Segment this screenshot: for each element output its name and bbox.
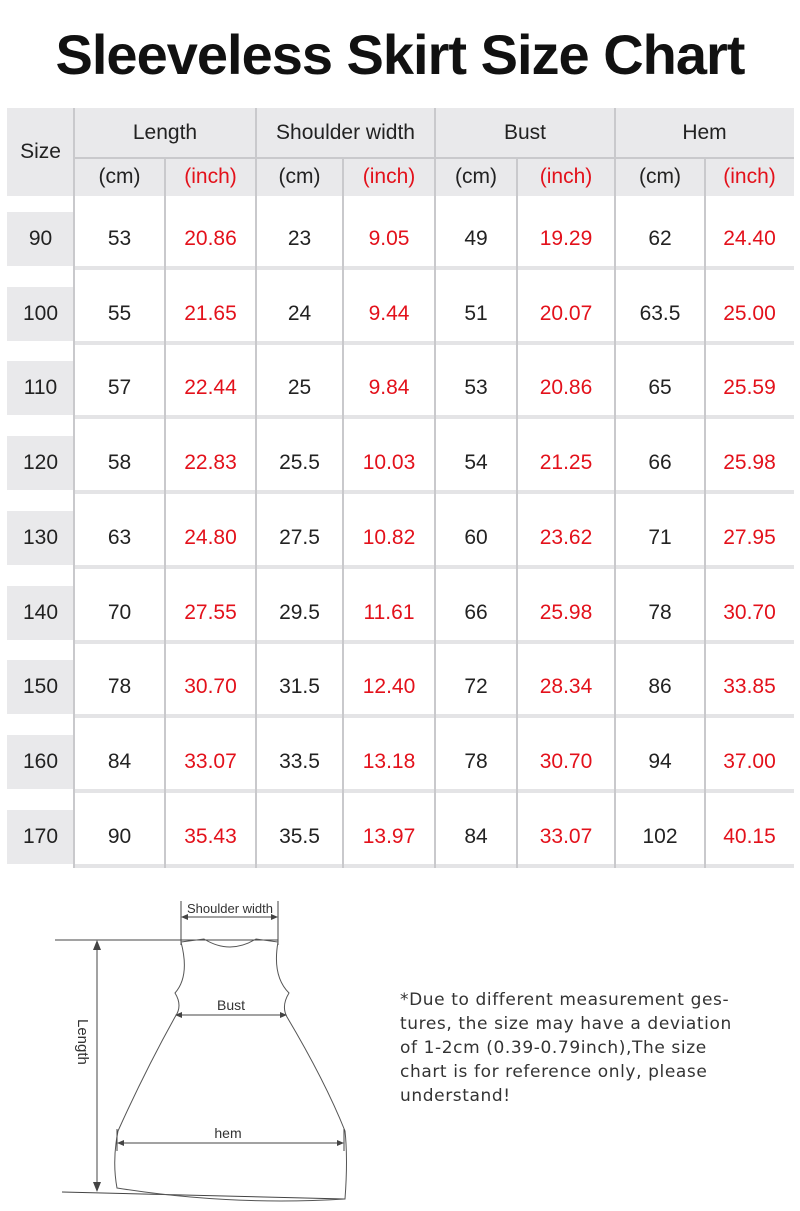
- hem-label: hem: [214, 1125, 242, 1141]
- inch-cell: 13.97: [362, 824, 416, 848]
- inch-cell: 28.34: [539, 675, 593, 699]
- cm-cell: 71: [648, 525, 672, 549]
- cm-cell: 84: [464, 824, 488, 848]
- cm-cell: 49: [464, 227, 488, 250]
- unit-inch-header: (inch): [705, 158, 794, 196]
- inch-cell: 19.29: [539, 227, 593, 250]
- unit-inch-header: (inch): [165, 158, 256, 196]
- cm-cell: 86: [648, 675, 672, 699]
- inch-cell: 20.86: [539, 376, 593, 400]
- inch-cell: 37.00: [723, 749, 776, 773]
- cm-cell: 51: [464, 301, 488, 325]
- cm-cell: 63: [107, 525, 132, 549]
- cm-cell: 54: [464, 451, 488, 475]
- inch-cell: 30.70: [539, 749, 593, 773]
- cm-cell: 102: [642, 824, 678, 848]
- column-divider: [255, 108, 257, 868]
- cm-cell: 65: [648, 376, 672, 400]
- cm-cell: 23: [287, 227, 312, 250]
- column-divider: [342, 158, 344, 868]
- inch-cell: 22.44: [184, 376, 237, 400]
- inch-cell: 35.43: [184, 824, 237, 848]
- inch-cell: 21.25: [539, 451, 593, 475]
- size-cell: 100: [7, 287, 74, 341]
- unit-inch-header: (inch): [517, 158, 615, 196]
- column-divider: [164, 158, 166, 868]
- cm-cell: 78: [107, 675, 132, 699]
- unit-inch-header: (inch): [343, 158, 435, 196]
- note-line: understand!: [400, 1086, 511, 1106]
- inch-cell: 27.95: [723, 525, 776, 549]
- cm-cell: 53: [464, 376, 488, 400]
- cm-cell: 90: [107, 824, 132, 848]
- size-cell: 160: [7, 735, 74, 789]
- disclaimer-note: [400, 988, 760, 1108]
- page-title: Sleeveless Skirt Size Chart: [55, 23, 745, 86]
- note-line: chart is for reference only, please: [400, 1062, 708, 1082]
- cm-cell: 63.5: [639, 301, 681, 325]
- cm-cell: 66: [464, 600, 488, 624]
- note-line: of 1-2cm (0.39-0.79inch),The size: [400, 1038, 707, 1058]
- cm-cell: 25.5: [279, 451, 320, 475]
- cm-cell: 58: [107, 451, 132, 475]
- inch-cell: 20.86: [184, 227, 237, 250]
- cm-cell: 24: [287, 301, 312, 325]
- cm-cell: 78: [464, 749, 488, 773]
- cm-cell: 94: [648, 749, 672, 773]
- cm-cell: 55: [107, 301, 132, 325]
- inch-cell: 21.65: [184, 301, 237, 325]
- column-divider: [516, 158, 518, 868]
- inch-cell: 33.07: [184, 749, 237, 773]
- inch-cell: 25.98: [723, 451, 776, 475]
- group-header: Hem: [615, 108, 794, 158]
- bust-label: Bust: [216, 997, 246, 1013]
- unit-cm-header: (cm): [256, 158, 343, 196]
- column-divider: [434, 108, 436, 868]
- cm-cell: 72: [464, 675, 488, 699]
- group-header: Shoulder width: [256, 108, 435, 158]
- inch-cell: 24.80: [184, 525, 237, 549]
- cm-cell: 33.5: [279, 749, 320, 773]
- group-header: Length: [74, 108, 256, 158]
- inch-cell: 9.05: [368, 227, 410, 250]
- size-cell: 130: [7, 511, 74, 565]
- inch-cell: 11.61: [363, 600, 415, 624]
- cm-cell: 27.5: [279, 525, 320, 549]
- column-divider: [704, 158, 706, 868]
- inch-cell: 9.44: [368, 301, 410, 325]
- cm-cell: 60: [464, 525, 488, 549]
- inch-cell: 20.07: [539, 301, 593, 325]
- cm-cell: 66: [648, 451, 672, 475]
- group-header: Bust: [435, 108, 615, 158]
- cm-cell: 84: [107, 749, 132, 773]
- size-cell: 150: [7, 660, 74, 714]
- size-cell: 170: [7, 810, 74, 864]
- note-line: tures, the size may have a deviation: [400, 1014, 732, 1034]
- inch-cell: 30.70: [184, 675, 237, 699]
- inch-cell: 22.83: [184, 451, 237, 475]
- cm-cell: 25: [287, 376, 312, 400]
- inch-cell: 10.03: [362, 451, 416, 475]
- size-cell: 120: [7, 436, 74, 490]
- inch-cell: 13.18: [362, 749, 416, 773]
- column-divider: [73, 108, 75, 868]
- unit-cm-header: (cm): [435, 158, 517, 196]
- inch-cell: 25.98: [539, 600, 593, 624]
- inch-cell: 9.84: [368, 376, 410, 400]
- inch-cell: 24.40: [723, 227, 776, 250]
- inch-cell: 33.07: [539, 824, 593, 848]
- cm-cell: 70: [107, 600, 132, 624]
- inch-cell: 12.40: [362, 675, 416, 699]
- inch-cell: 40.15: [723, 824, 776, 848]
- cm-cell: 57: [107, 376, 132, 400]
- cm-cell: 35.5: [279, 824, 320, 848]
- inch-cell: 30.70: [723, 600, 776, 624]
- size-header: Size: [7, 108, 74, 196]
- shoulder-label: Shoulder width: [187, 901, 273, 916]
- unit-cm-header: (cm): [74, 158, 165, 196]
- cm-cell: 78: [648, 600, 672, 624]
- cm-cell: 53: [107, 227, 132, 250]
- cm-cell: 29.5: [279, 600, 320, 624]
- unit-cm-header: (cm): [615, 158, 705, 196]
- inch-cell: 33.85: [723, 675, 776, 699]
- size-cell: 110: [7, 361, 74, 415]
- dress-diagram: [0, 881, 400, 1211]
- inch-cell: 10.82: [362, 525, 416, 549]
- inch-cell: 25.00: [723, 301, 776, 325]
- column-divider: [614, 108, 616, 868]
- inch-cell: 27.55: [184, 600, 237, 624]
- cm-cell: 62: [648, 227, 672, 250]
- size-cell: 140: [7, 586, 74, 640]
- length-label: Length: [74, 1019, 91, 1065]
- note-line: *Due to different measurement ges-: [400, 990, 730, 1010]
- cm-cell: 31.5: [279, 675, 320, 699]
- size-cell: 90: [7, 212, 74, 266]
- inch-cell: 23.62: [539, 525, 593, 549]
- inch-cell: 25.59: [723, 376, 776, 400]
